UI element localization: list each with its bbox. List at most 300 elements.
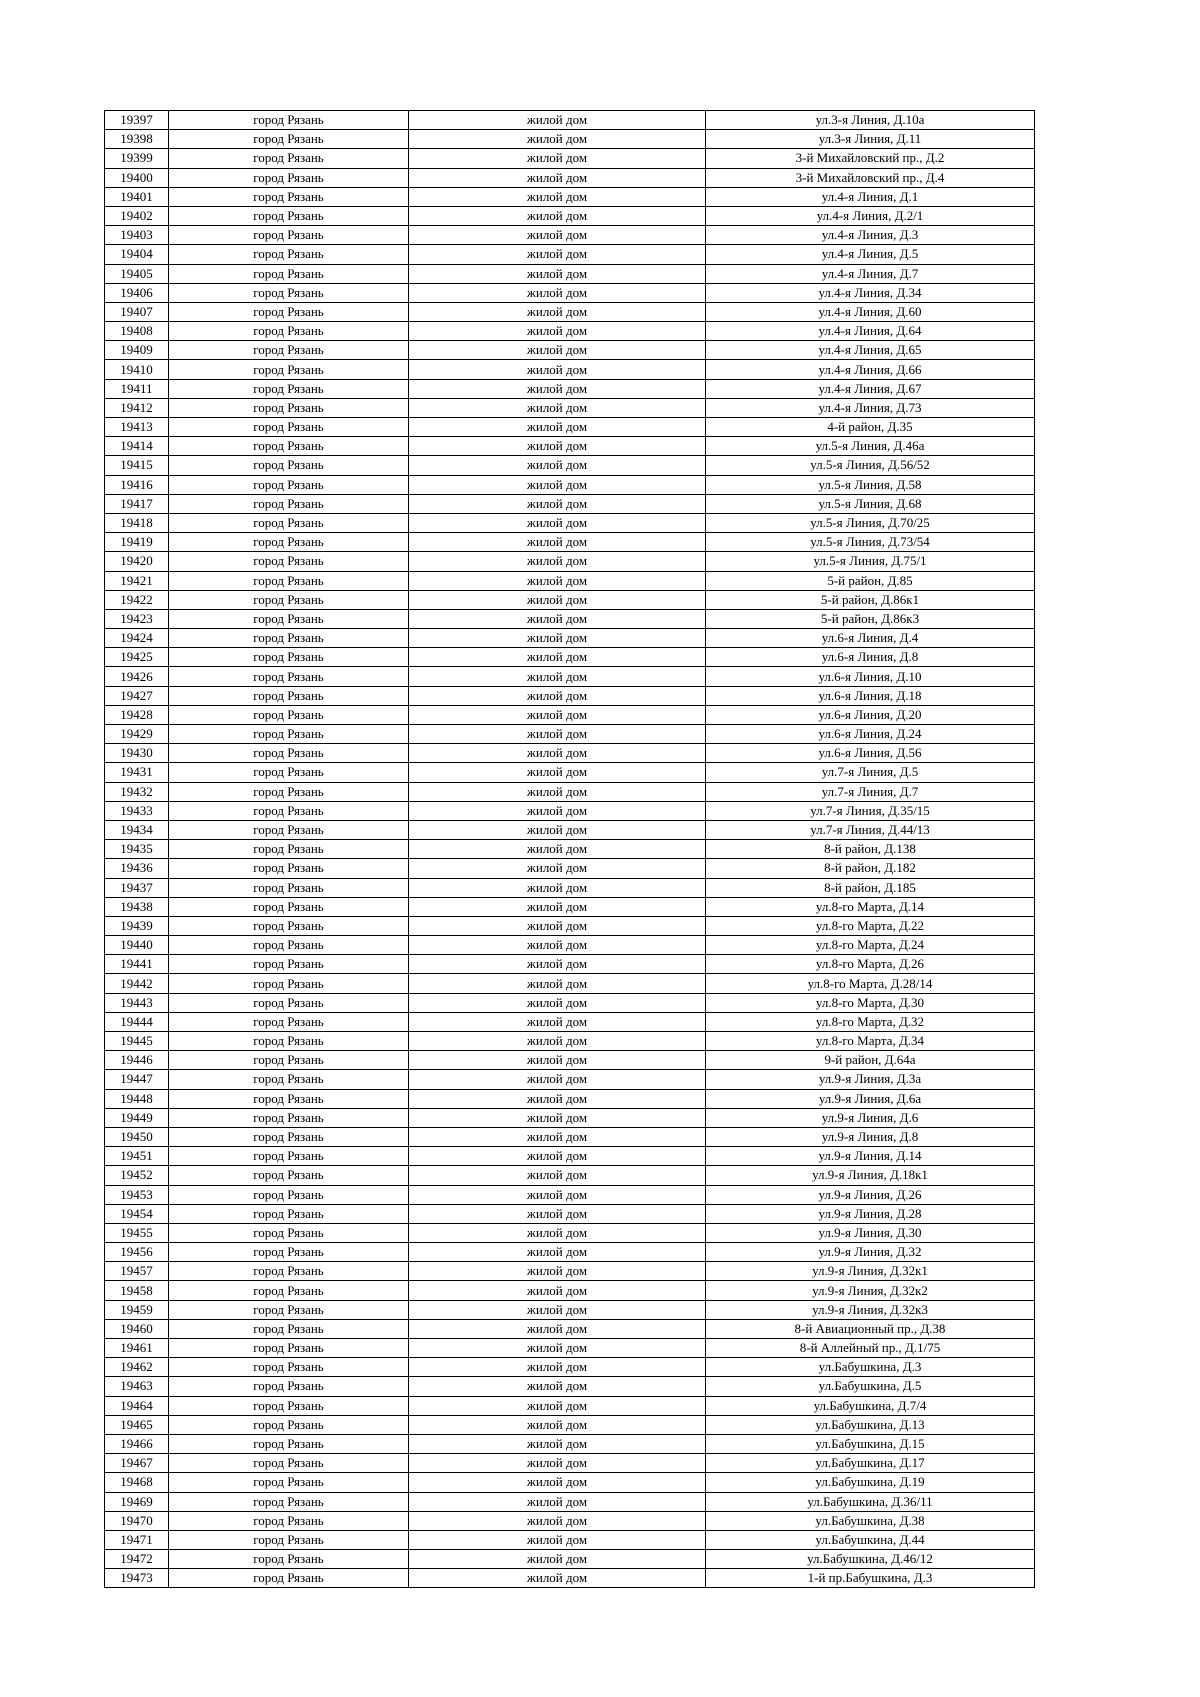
address-cell: ул.9-я Линия, Д.8 — [706, 1127, 1035, 1146]
table-row — [105, 648, 1035, 667]
table-row — [105, 667, 1035, 686]
object-type-cell: жилой дом — [409, 360, 706, 379]
address-cell: ул.6-я Линия, Д.18 — [706, 686, 1035, 705]
row-number-cell: 19436 — [105, 859, 169, 878]
object-type-cell: жилой дом — [409, 226, 706, 245]
object-type-cell: жилой дом — [409, 1012, 706, 1031]
object-type-cell: жилой дом — [409, 782, 706, 801]
city-cell: город Рязань — [169, 1032, 409, 1051]
object-type-cell: жилой дом — [409, 1454, 706, 1473]
row-number-cell: 19402 — [105, 206, 169, 225]
city-cell: город Рязань — [169, 1415, 409, 1434]
object-type-cell: жилой дом — [409, 1243, 706, 1262]
table-row — [105, 1454, 1035, 1473]
row-number-cell: 19468 — [105, 1473, 169, 1492]
city-cell: город Рязань — [169, 763, 409, 782]
table-row — [105, 820, 1035, 839]
city-cell: город Рязань — [169, 571, 409, 590]
object-type-cell: жилой дом — [409, 744, 706, 763]
row-number-cell: 19453 — [105, 1185, 169, 1204]
object-type-cell: жилой дом — [409, 820, 706, 839]
address-cell: ул.4-я Линия, Д.64 — [706, 322, 1035, 341]
object-type-cell: жилой дом — [409, 840, 706, 859]
object-type-cell: жилой дом — [409, 916, 706, 935]
city-cell: город Рязань — [169, 245, 409, 264]
object-type-cell: жилой дом — [409, 1108, 706, 1127]
address-cell: ул.Бабушкина, Д.5 — [706, 1377, 1035, 1396]
city-cell: город Рязань — [169, 1243, 409, 1262]
table-row — [105, 1396, 1035, 1415]
address-cell: 8-й район, Д.185 — [706, 878, 1035, 897]
object-type-cell: жилой дом — [409, 264, 706, 283]
address-cell: ул.8-го Марта, Д.26 — [706, 955, 1035, 974]
table-row — [105, 360, 1035, 379]
table-row — [105, 1223, 1035, 1242]
city-cell: город Рязань — [169, 494, 409, 513]
city-cell: город Рязань — [169, 533, 409, 552]
object-type-cell: жилой дом — [409, 111, 706, 130]
object-type-cell: жилой дом — [409, 283, 706, 302]
table-row — [105, 245, 1035, 264]
city-cell: город Рязань — [169, 648, 409, 667]
row-number-cell: 19457 — [105, 1262, 169, 1281]
table-row — [105, 686, 1035, 705]
row-number-cell: 19452 — [105, 1166, 169, 1185]
table-row — [105, 1434, 1035, 1453]
city-cell: город Рязань — [169, 1127, 409, 1146]
address-cell: ул.8-го Марта, Д.32 — [706, 1012, 1035, 1031]
city-cell: город Рязань — [169, 264, 409, 283]
row-number-cell: 19462 — [105, 1358, 169, 1377]
row-number-cell: 19415 — [105, 456, 169, 475]
city-cell: город Рязань — [169, 974, 409, 993]
row-number-cell: 19406 — [105, 283, 169, 302]
row-number-cell: 19439 — [105, 916, 169, 935]
table-row — [105, 1530, 1035, 1549]
table-row — [105, 1550, 1035, 1569]
address-cell: ул.4-я Линия, Д.73 — [706, 398, 1035, 417]
row-number-cell: 19445 — [105, 1032, 169, 1051]
row-number-cell: 19425 — [105, 648, 169, 667]
row-number-cell: 19422 — [105, 590, 169, 609]
city-cell: город Рязань — [169, 859, 409, 878]
object-type-cell: жилой дом — [409, 1223, 706, 1242]
object-type-cell: жилой дом — [409, 648, 706, 667]
city-cell: город Рязань — [169, 1454, 409, 1473]
object-type-cell: жилой дом — [409, 859, 706, 878]
table-row — [105, 533, 1035, 552]
city-cell: город Рязань — [169, 322, 409, 341]
address-cell: ул.8-го Марта, Д.22 — [706, 916, 1035, 935]
city-cell: город Рязань — [169, 111, 409, 130]
table-row — [105, 897, 1035, 916]
table-row — [105, 1511, 1035, 1530]
city-cell: город Рязань — [169, 686, 409, 705]
table-row — [105, 801, 1035, 820]
row-number-cell: 19435 — [105, 840, 169, 859]
object-type-cell: жилой дом — [409, 936, 706, 955]
row-number-cell: 19421 — [105, 571, 169, 590]
row-number-cell: 19407 — [105, 302, 169, 321]
city-cell: город Рязань — [169, 168, 409, 187]
object-type-cell: жилой дом — [409, 398, 706, 417]
table-row — [105, 974, 1035, 993]
address-cell: ул.9-я Линия, Д.18к1 — [706, 1166, 1035, 1185]
city-cell: город Рязань — [169, 955, 409, 974]
city-cell: город Рязань — [169, 302, 409, 321]
object-type-cell: жилой дом — [409, 1434, 706, 1453]
table-row — [105, 1377, 1035, 1396]
table-row — [105, 1108, 1035, 1127]
city-cell: город Рязань — [169, 1530, 409, 1549]
city-cell: город Рязань — [169, 801, 409, 820]
address-cell: ул.4-я Линия, Д.66 — [706, 360, 1035, 379]
address-cell: ул.3-я Линия, Д.11 — [706, 130, 1035, 149]
address-cell: ул.4-я Линия, Д.67 — [706, 379, 1035, 398]
object-type-cell: жилой дом — [409, 418, 706, 437]
address-cell: 8-й район, Д.138 — [706, 840, 1035, 859]
object-type-cell: жилой дом — [409, 302, 706, 321]
city-cell: город Рязань — [169, 1492, 409, 1511]
city-cell: город Рязань — [169, 1319, 409, 1338]
city-cell: город Рязань — [169, 897, 409, 916]
row-number-cell: 19404 — [105, 245, 169, 264]
address-cell: 4-й район, Д.35 — [706, 418, 1035, 437]
address-cell: ул.5-я Линия, Д.68 — [706, 494, 1035, 513]
row-number-cell: 19424 — [105, 629, 169, 648]
table-row — [105, 609, 1035, 628]
row-number-cell: 19473 — [105, 1569, 169, 1588]
city-cell: город Рязань — [169, 130, 409, 149]
object-type-cell: жилой дом — [409, 322, 706, 341]
city-cell: город Рязань — [169, 1012, 409, 1031]
table-row — [105, 264, 1035, 283]
address-cell: 5-й район, Д.86к1 — [706, 590, 1035, 609]
row-number-cell: 19431 — [105, 763, 169, 782]
object-type-cell: жилой дом — [409, 801, 706, 820]
table-row — [105, 130, 1035, 149]
object-type-cell: жилой дом — [409, 763, 706, 782]
row-number-cell: 19423 — [105, 609, 169, 628]
object-type-cell: жилой дом — [409, 1147, 706, 1166]
address-cell: ул.4-я Линия, Д.7 — [706, 264, 1035, 283]
row-number-cell: 19450 — [105, 1127, 169, 1146]
city-cell: город Рязань — [169, 936, 409, 955]
row-number-cell: 19418 — [105, 513, 169, 532]
city-cell: город Рязань — [169, 1300, 409, 1319]
table-row — [105, 379, 1035, 398]
row-number-cell: 19459 — [105, 1300, 169, 1319]
object-type-cell: жилой дом — [409, 341, 706, 360]
city-cell: город Рязань — [169, 1377, 409, 1396]
table-row — [105, 1339, 1035, 1358]
object-type-cell: жилой дом — [409, 533, 706, 552]
address-cell: ул.3-я Линия, Д.10а — [706, 111, 1035, 130]
city-cell: город Рязань — [169, 1089, 409, 1108]
address-cell: ул.9-я Линия, Д.6а — [706, 1089, 1035, 1108]
address-cell: ул.5-я Линия, Д.46а — [706, 437, 1035, 456]
address-table-body — [105, 111, 1035, 1588]
table-row — [105, 494, 1035, 513]
object-type-cell: жилой дом — [409, 1070, 706, 1089]
row-number-cell: 19410 — [105, 360, 169, 379]
city-cell: город Рязань — [169, 1339, 409, 1358]
address-cell: ул.6-я Линия, Д.56 — [706, 744, 1035, 763]
address-cell: 3-й Михайловский пр., Д.2 — [706, 149, 1035, 168]
object-type-cell: жилой дом — [409, 1185, 706, 1204]
object-type-cell: жилой дом — [409, 993, 706, 1012]
address-cell: ул.5-я Линия, Д.75/1 — [706, 552, 1035, 571]
address-cell: ул.6-я Линия, Д.10 — [706, 667, 1035, 686]
row-number-cell: 19456 — [105, 1243, 169, 1262]
row-number-cell: 19417 — [105, 494, 169, 513]
object-type-cell: жилой дом — [409, 456, 706, 475]
table-row — [105, 111, 1035, 130]
address-cell: ул.8-го Марта, Д.30 — [706, 993, 1035, 1012]
row-number-cell: 19399 — [105, 149, 169, 168]
city-cell: город Рязань — [169, 187, 409, 206]
row-number-cell: 19464 — [105, 1396, 169, 1415]
object-type-cell: жилой дом — [409, 1204, 706, 1223]
city-cell: город Рязань — [169, 782, 409, 801]
table-row — [105, 187, 1035, 206]
object-type-cell: жилой дом — [409, 168, 706, 187]
address-cell: ул.9-я Линия, Д.28 — [706, 1204, 1035, 1223]
city-cell: город Рязань — [169, 705, 409, 724]
city-cell: город Рязань — [169, 1223, 409, 1242]
address-cell: ул.7-я Линия, Д.44/13 — [706, 820, 1035, 839]
city-cell: город Рязань — [169, 609, 409, 628]
object-type-cell: жилой дом — [409, 725, 706, 744]
row-number-cell: 19437 — [105, 878, 169, 897]
city-cell: город Рязань — [169, 1185, 409, 1204]
address-cell: 8-й Авиационный пр., Д.38 — [706, 1319, 1035, 1338]
table-row — [105, 936, 1035, 955]
object-type-cell: жилой дом — [409, 379, 706, 398]
address-cell: ул.4-я Линия, Д.34 — [706, 283, 1035, 302]
address-cell: ул.Бабушкина, Д.44 — [706, 1530, 1035, 1549]
table-row — [105, 744, 1035, 763]
table-row — [105, 1243, 1035, 1262]
address-cell: ул.8-го Марта, Д.14 — [706, 897, 1035, 916]
address-cell: ул.5-я Линия, Д.70/25 — [706, 513, 1035, 532]
object-type-cell: жилой дом — [409, 897, 706, 916]
city-cell: город Рязань — [169, 667, 409, 686]
table-row — [105, 1492, 1035, 1511]
object-type-cell: жилой дом — [409, 974, 706, 993]
table-row — [105, 1281, 1035, 1300]
row-number-cell: 19427 — [105, 686, 169, 705]
object-type-cell: жилой дом — [409, 1300, 706, 1319]
address-cell: ул.Бабушкина, Д.19 — [706, 1473, 1035, 1492]
table-row — [105, 1262, 1035, 1281]
city-cell: город Рязань — [169, 1147, 409, 1166]
table-row — [105, 629, 1035, 648]
address-table — [104, 110, 1035, 1588]
address-cell: ул.4-я Линия, Д.3 — [706, 226, 1035, 245]
address-cell: ул.Бабушкина, Д.13 — [706, 1415, 1035, 1434]
city-cell: город Рязань — [169, 725, 409, 744]
row-number-cell: 19449 — [105, 1108, 169, 1127]
table-row — [105, 456, 1035, 475]
row-number-cell: 19405 — [105, 264, 169, 283]
table-row — [105, 341, 1035, 360]
table-row — [105, 149, 1035, 168]
table-row — [105, 1300, 1035, 1319]
city-cell: город Рязань — [169, 283, 409, 302]
row-number-cell: 19430 — [105, 744, 169, 763]
object-type-cell: жилой дом — [409, 590, 706, 609]
row-number-cell: 19434 — [105, 820, 169, 839]
row-number-cell: 19454 — [105, 1204, 169, 1223]
city-cell: город Рязань — [169, 437, 409, 456]
address-cell: ул.9-я Линия, Д.14 — [706, 1147, 1035, 1166]
address-cell: ул.4-я Линия, Д.5 — [706, 245, 1035, 264]
table-row — [105, 398, 1035, 417]
object-type-cell: жилой дом — [409, 475, 706, 494]
row-number-cell: 19444 — [105, 1012, 169, 1031]
table-row — [105, 590, 1035, 609]
address-cell: ул.9-я Линия, Д.32к2 — [706, 1281, 1035, 1300]
city-cell: город Рязань — [169, 1434, 409, 1453]
object-type-cell: жилой дом — [409, 667, 706, 686]
row-number-cell: 19441 — [105, 955, 169, 974]
table-row — [105, 1032, 1035, 1051]
row-number-cell: 19411 — [105, 379, 169, 398]
table-row — [105, 168, 1035, 187]
row-number-cell: 19472 — [105, 1550, 169, 1569]
table-row — [105, 1204, 1035, 1223]
address-cell: ул.Бабушкина, Д.38 — [706, 1511, 1035, 1530]
table-row — [105, 840, 1035, 859]
object-type-cell: жилой дом — [409, 1281, 706, 1300]
object-type-cell: жилой дом — [409, 437, 706, 456]
address-cell: ул.9-я Линия, Д.32к1 — [706, 1262, 1035, 1281]
address-cell: ул.Бабушкина, Д.3 — [706, 1358, 1035, 1377]
address-cell: 3-й Михайловский пр., Д.4 — [706, 168, 1035, 187]
row-number-cell: 19460 — [105, 1319, 169, 1338]
table-row — [105, 513, 1035, 532]
address-cell: ул.8-го Марта, Д.24 — [706, 936, 1035, 955]
row-number-cell: 19469 — [105, 1492, 169, 1511]
city-cell: город Рязань — [169, 1550, 409, 1569]
row-number-cell: 19409 — [105, 341, 169, 360]
row-number-cell: 19426 — [105, 667, 169, 686]
object-type-cell: жилой дом — [409, 1166, 706, 1185]
row-number-cell: 19448 — [105, 1089, 169, 1108]
city-cell: город Рязань — [169, 1262, 409, 1281]
table-row — [105, 571, 1035, 590]
row-number-cell: 19443 — [105, 993, 169, 1012]
address-cell: ул.9-я Линия, Д.26 — [706, 1185, 1035, 1204]
row-number-cell: 19401 — [105, 187, 169, 206]
city-cell: город Рязань — [169, 1511, 409, 1530]
city-cell: город Рязань — [169, 1166, 409, 1185]
row-number-cell: 19414 — [105, 437, 169, 456]
city-cell: город Рязань — [169, 1108, 409, 1127]
object-type-cell: жилой дом — [409, 187, 706, 206]
city-cell: город Рязань — [169, 1396, 409, 1415]
city-cell: город Рязань — [169, 1281, 409, 1300]
table-row — [105, 878, 1035, 897]
row-number-cell: 19470 — [105, 1511, 169, 1530]
address-cell: ул.6-я Линия, Д.8 — [706, 648, 1035, 667]
table-row — [105, 705, 1035, 724]
city-cell: город Рязань — [169, 840, 409, 859]
table-row — [105, 763, 1035, 782]
row-number-cell: 19451 — [105, 1147, 169, 1166]
table-row — [105, 226, 1035, 245]
object-type-cell: жилой дом — [409, 1550, 706, 1569]
table-row — [105, 475, 1035, 494]
table-row — [105, 206, 1035, 225]
table-row — [105, 1127, 1035, 1146]
city-cell: город Рязань — [169, 226, 409, 245]
table-row — [105, 1358, 1035, 1377]
city-cell: город Рязань — [169, 379, 409, 398]
row-number-cell: 19408 — [105, 322, 169, 341]
table-row — [105, 1473, 1035, 1492]
row-number-cell: 19458 — [105, 1281, 169, 1300]
row-number-cell: 19440 — [105, 936, 169, 955]
address-cell: ул.7-я Линия, Д.7 — [706, 782, 1035, 801]
object-type-cell: жилой дом — [409, 1089, 706, 1108]
city-cell: город Рязань — [169, 456, 409, 475]
row-number-cell: 19446 — [105, 1051, 169, 1070]
table-row — [105, 1415, 1035, 1434]
address-cell: ул.4-я Линия, Д.65 — [706, 341, 1035, 360]
address-cell: ул.4-я Линия, Д.2/1 — [706, 206, 1035, 225]
table-row — [105, 302, 1035, 321]
address-cell: ул.Бабушкина, Д.36/11 — [706, 1492, 1035, 1511]
address-cell: 8-й Аллейный пр., Д.1/75 — [706, 1339, 1035, 1358]
city-cell: город Рязань — [169, 916, 409, 935]
object-type-cell: жилой дом — [409, 552, 706, 571]
city-cell: город Рязань — [169, 398, 409, 417]
address-cell: ул.6-я Линия, Д.24 — [706, 725, 1035, 744]
address-cell: ул.7-я Линия, Д.5 — [706, 763, 1035, 782]
table-row — [105, 1012, 1035, 1031]
row-number-cell: 19420 — [105, 552, 169, 571]
address-cell: ул.9-я Линия, Д.3а — [706, 1070, 1035, 1089]
object-type-cell: жилой дом — [409, 1492, 706, 1511]
city-cell: город Рязань — [169, 149, 409, 168]
table-row — [105, 1070, 1035, 1089]
row-number-cell: 19461 — [105, 1339, 169, 1358]
city-cell: город Рязань — [169, 206, 409, 225]
city-cell: город Рязань — [169, 1070, 409, 1089]
address-cell: ул.8-го Марта, Д.28/14 — [706, 974, 1035, 993]
object-type-cell: жилой дом — [409, 686, 706, 705]
object-type-cell: жилой дом — [409, 149, 706, 168]
row-number-cell: 19429 — [105, 725, 169, 744]
address-cell: ул.5-я Линия, Д.73/54 — [706, 533, 1035, 552]
address-cell: ул.Бабушкина, Д.46/12 — [706, 1550, 1035, 1569]
object-type-cell: жилой дом — [409, 1415, 706, 1434]
city-cell: город Рязань — [169, 552, 409, 571]
object-type-cell: жилой дом — [409, 1032, 706, 1051]
object-type-cell: жилой дом — [409, 1339, 706, 1358]
table-row — [105, 418, 1035, 437]
table-row — [105, 437, 1035, 456]
table-row — [105, 859, 1035, 878]
table-row — [105, 1319, 1035, 1338]
address-cell: ул.8-го Марта, Д.34 — [706, 1032, 1035, 1051]
table-row — [105, 1089, 1035, 1108]
row-number-cell: 19413 — [105, 418, 169, 437]
table-row — [105, 283, 1035, 302]
object-type-cell: жилой дом — [409, 1377, 706, 1396]
